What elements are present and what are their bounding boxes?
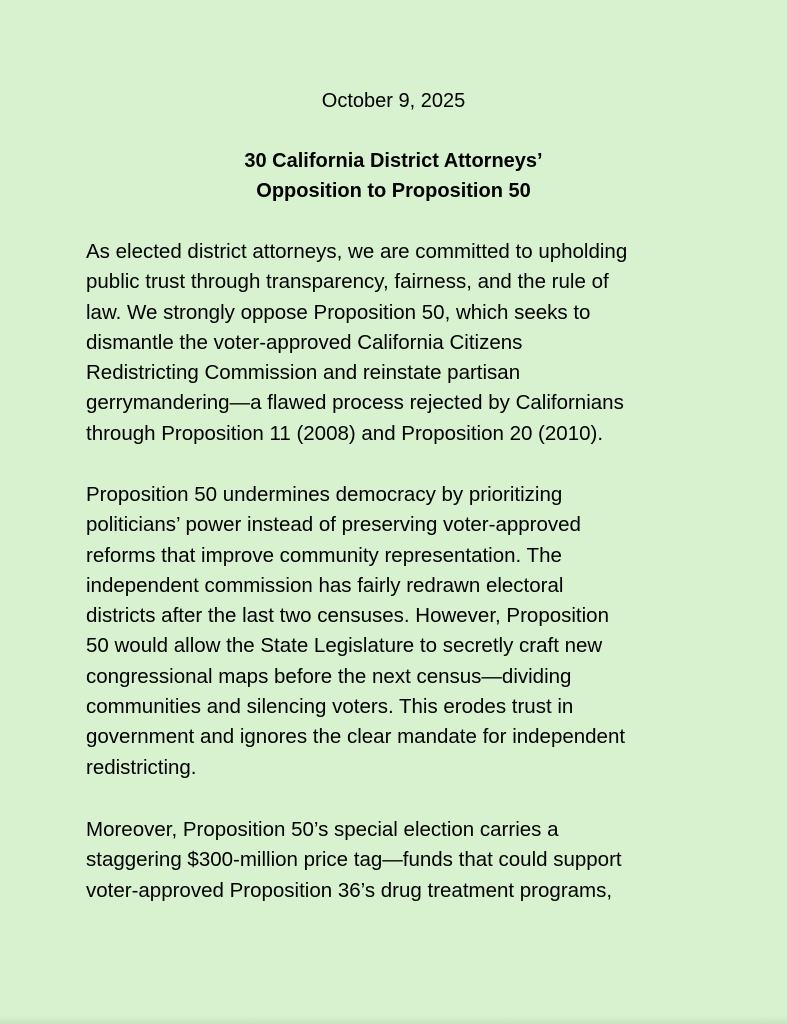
paragraph-line: public trust through transparency, fairness, and the rule of — [86, 270, 609, 294]
paragraph-line: Moreover, Proposition 50’s special election carries a — [86, 818, 559, 841]
paragraph-2 — [86, 480, 711, 783]
paragraph-line: staggering $300-million price tag—funds that could support — [86, 848, 622, 872]
paragraph-line: gerrymandering—a flawed process rejected by Californians — [86, 391, 624, 415]
paragraph-line: politicians’ power instead of preserving voter-approved — [86, 513, 581, 537]
paragraph-line: congressional maps before the next census—dividing — [86, 664, 572, 688]
paragraph-1 — [86, 237, 711, 449]
title-line-2: Opposition to Proposition 50 — [256, 180, 531, 202]
document-title — [0, 146, 787, 206]
paragraph-line: districts after the last two censuses. However, Proposition — [86, 604, 609, 628]
paragraph-line: Proposition 50 undermines democracy by prioritizing — [86, 483, 563, 506]
paragraph-3 — [86, 815, 711, 906]
paragraph-line: law. We strongly oppose Proposition 50, which seeks to — [86, 300, 591, 324]
paragraph-line: government and ignores the clear mandate for independent — [86, 725, 626, 749]
paragraph-line: As elected district attorneys, we are committed to upholding — [86, 240, 628, 263]
title-line-1: 30 California District Attorneys’ — [244, 150, 543, 172]
paragraph-line: through Proposition 11 (2008) and Proposition 20 (2010). — [86, 421, 604, 445]
paragraph-line: redistricting. — [86, 755, 197, 779]
paragraph-line: Redistricting Commission and reinstate partisan — [86, 361, 521, 385]
paragraph-line: dismantle the voter-approved California Citizens — [86, 330, 523, 354]
paragraph-line: 50 would allow the State Legislature to secretly craft new — [86, 634, 603, 658]
paragraph-line: independent commission has fairly redrawn electoral — [86, 573, 564, 597]
paragraph-line: reforms that improve community representation. The — [86, 543, 562, 567]
document-date: October 9, 2025 — [321, 90, 466, 112]
paragraph-line: communities and silencing voters. This erodes trust in — [86, 695, 574, 719]
page-bottom-edge — [0, 1016, 787, 1024]
paragraph-line: voter-approved Proposition 36’s drug treatment programs, — [86, 878, 613, 902]
